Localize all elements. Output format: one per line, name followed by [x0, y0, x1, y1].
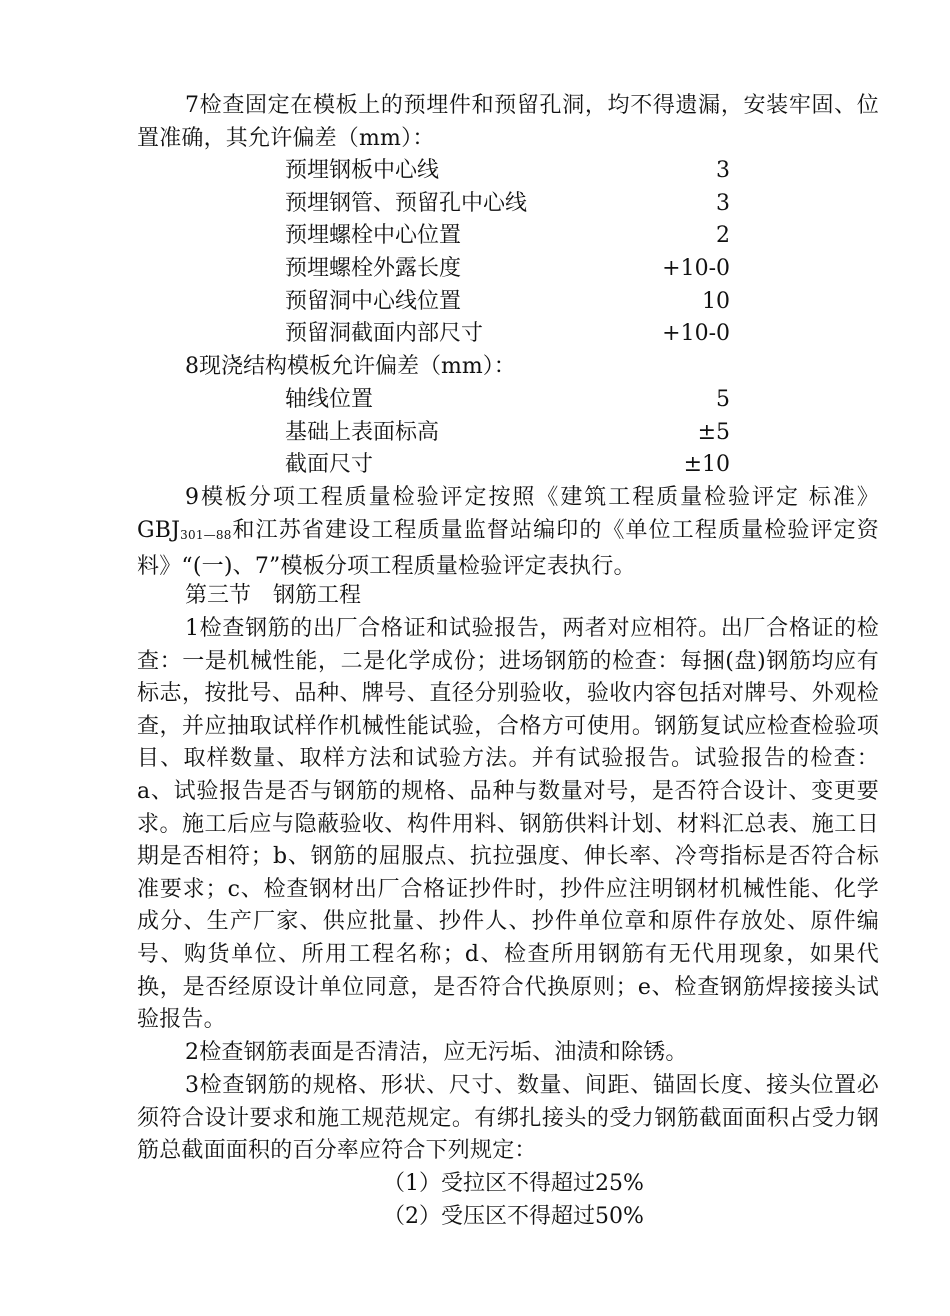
spec-value: ±10: [683, 452, 730, 477]
spec-label: 截面尺寸: [285, 452, 374, 477]
spec-label: 预留洞中心线位置: [285, 289, 462, 314]
spec-label: 预埋钢板中心线: [285, 158, 440, 183]
spec-value: 3: [716, 191, 730, 216]
section-9-text-a: 9模板分项工程质量检验评定按照《建筑工程质量检验评定 标准》GBJ: [137, 485, 879, 543]
spec-label: 预留洞截面内部尺寸: [285, 321, 484, 346]
spec-label: 预埋螺栓中心位置: [285, 223, 462, 248]
section-8-text: 8现浇结构模板允许偏差（mm）：: [185, 354, 516, 379]
spec-label: 预埋钢管、预留孔中心线: [285, 191, 528, 216]
spec-value: +10-0: [662, 256, 730, 281]
spec-row: [285, 253, 730, 286]
spec-label: 预埋螺栓外露长度: [285, 256, 462, 281]
section-7-text: 7检查固定在模板上的预埋件和预留孔洞，均不得遗漏，安装牢固、位置准确，其允许偏差（mm）：: [137, 93, 879, 151]
spec-row: [285, 318, 730, 351]
spec-value: 3: [716, 158, 730, 183]
spec-value: 5: [716, 387, 730, 412]
standard-code-subscript: 301—88: [180, 527, 232, 542]
spec-row: [285, 417, 730, 450]
rule-item: （1）受拉区不得超过25%: [383, 1171, 644, 1196]
spec-row: [285, 220, 730, 253]
spec-value: 10: [702, 289, 730, 314]
paragraph-3: 3检查钢筋的规格、形状、尺寸、数量、间距、锚固长度、接头位置必须符合设计要求和施工规范规定。有绑扎接头的受力钢筋截面面积占受力钢筋总截面面积的百分率应符合下列规定：: [137, 1073, 879, 1164]
spec-row: [285, 188, 730, 221]
spec-row: [285, 286, 730, 319]
paragraph-1: 1检查钢筋的出厂合格证和试验报告，两者对应相符。出厂合格证的检查：一是机械性能，二是化学成份；进场钢筋的检查：每捆(盘)钢筋均应有标志，按批号、品种、牌号、直径分别验收，验收内容包括对牌号、外观检查，并应抽取试样作机械性能试验，合格方可使用。钢筋复试应检查检验项目、取样数量、取样方法和试验方法。并有试验报告。试验报告的检查：a、试验报告是否与钢筋的规格、品种与数量对号，是否符合设计、变更要求。施工后应与隐蔽验收、构件用料、钢筋供料计划、材料汇总表、施工日期是否相符；b、钢筋的屈服点、抗拉强度、伸长率、冷弯指标是否符合标准要求；c、检查钢材出厂合格证抄件时，抄件应注明钢材机械性能、化学成分、生产厂家、供应批量、抄件人、抄件单位章和原件存放处、原件编号、购货单位、所用工程名称；d、检查所用钢筋有无代用现象，如果代换，是否经原设计单位同意，是否符合代换原则；e、检查钢筋焊接接头试验报告。: [137, 616, 879, 1033]
section-9-text: [137, 482, 879, 584]
spec-row: [285, 155, 730, 188]
spec-label: 轴线位置: [285, 387, 374, 412]
spec-value: ±5: [697, 420, 730, 445]
spec-value: 2: [716, 223, 730, 248]
spec-row: [285, 384, 730, 417]
section-title: 第三节 钢筋工程: [185, 583, 362, 608]
spec-value: +10-0: [662, 321, 730, 346]
section-9-text-b: 和江苏省建设工程质量监督站编印的《单位工程质量检验评定资料》“(一)、7”模板分项工程质量检验评定表执行。: [137, 517, 879, 580]
rule-item: （2）受压区不得超过50%: [383, 1204, 644, 1229]
paragraph-2: 2检查钢筋表面是否清洁，应无污垢、油渍和除锈。: [185, 1040, 688, 1065]
spec-row: [285, 449, 730, 482]
spec-label: 基础上表面标高: [285, 420, 440, 445]
